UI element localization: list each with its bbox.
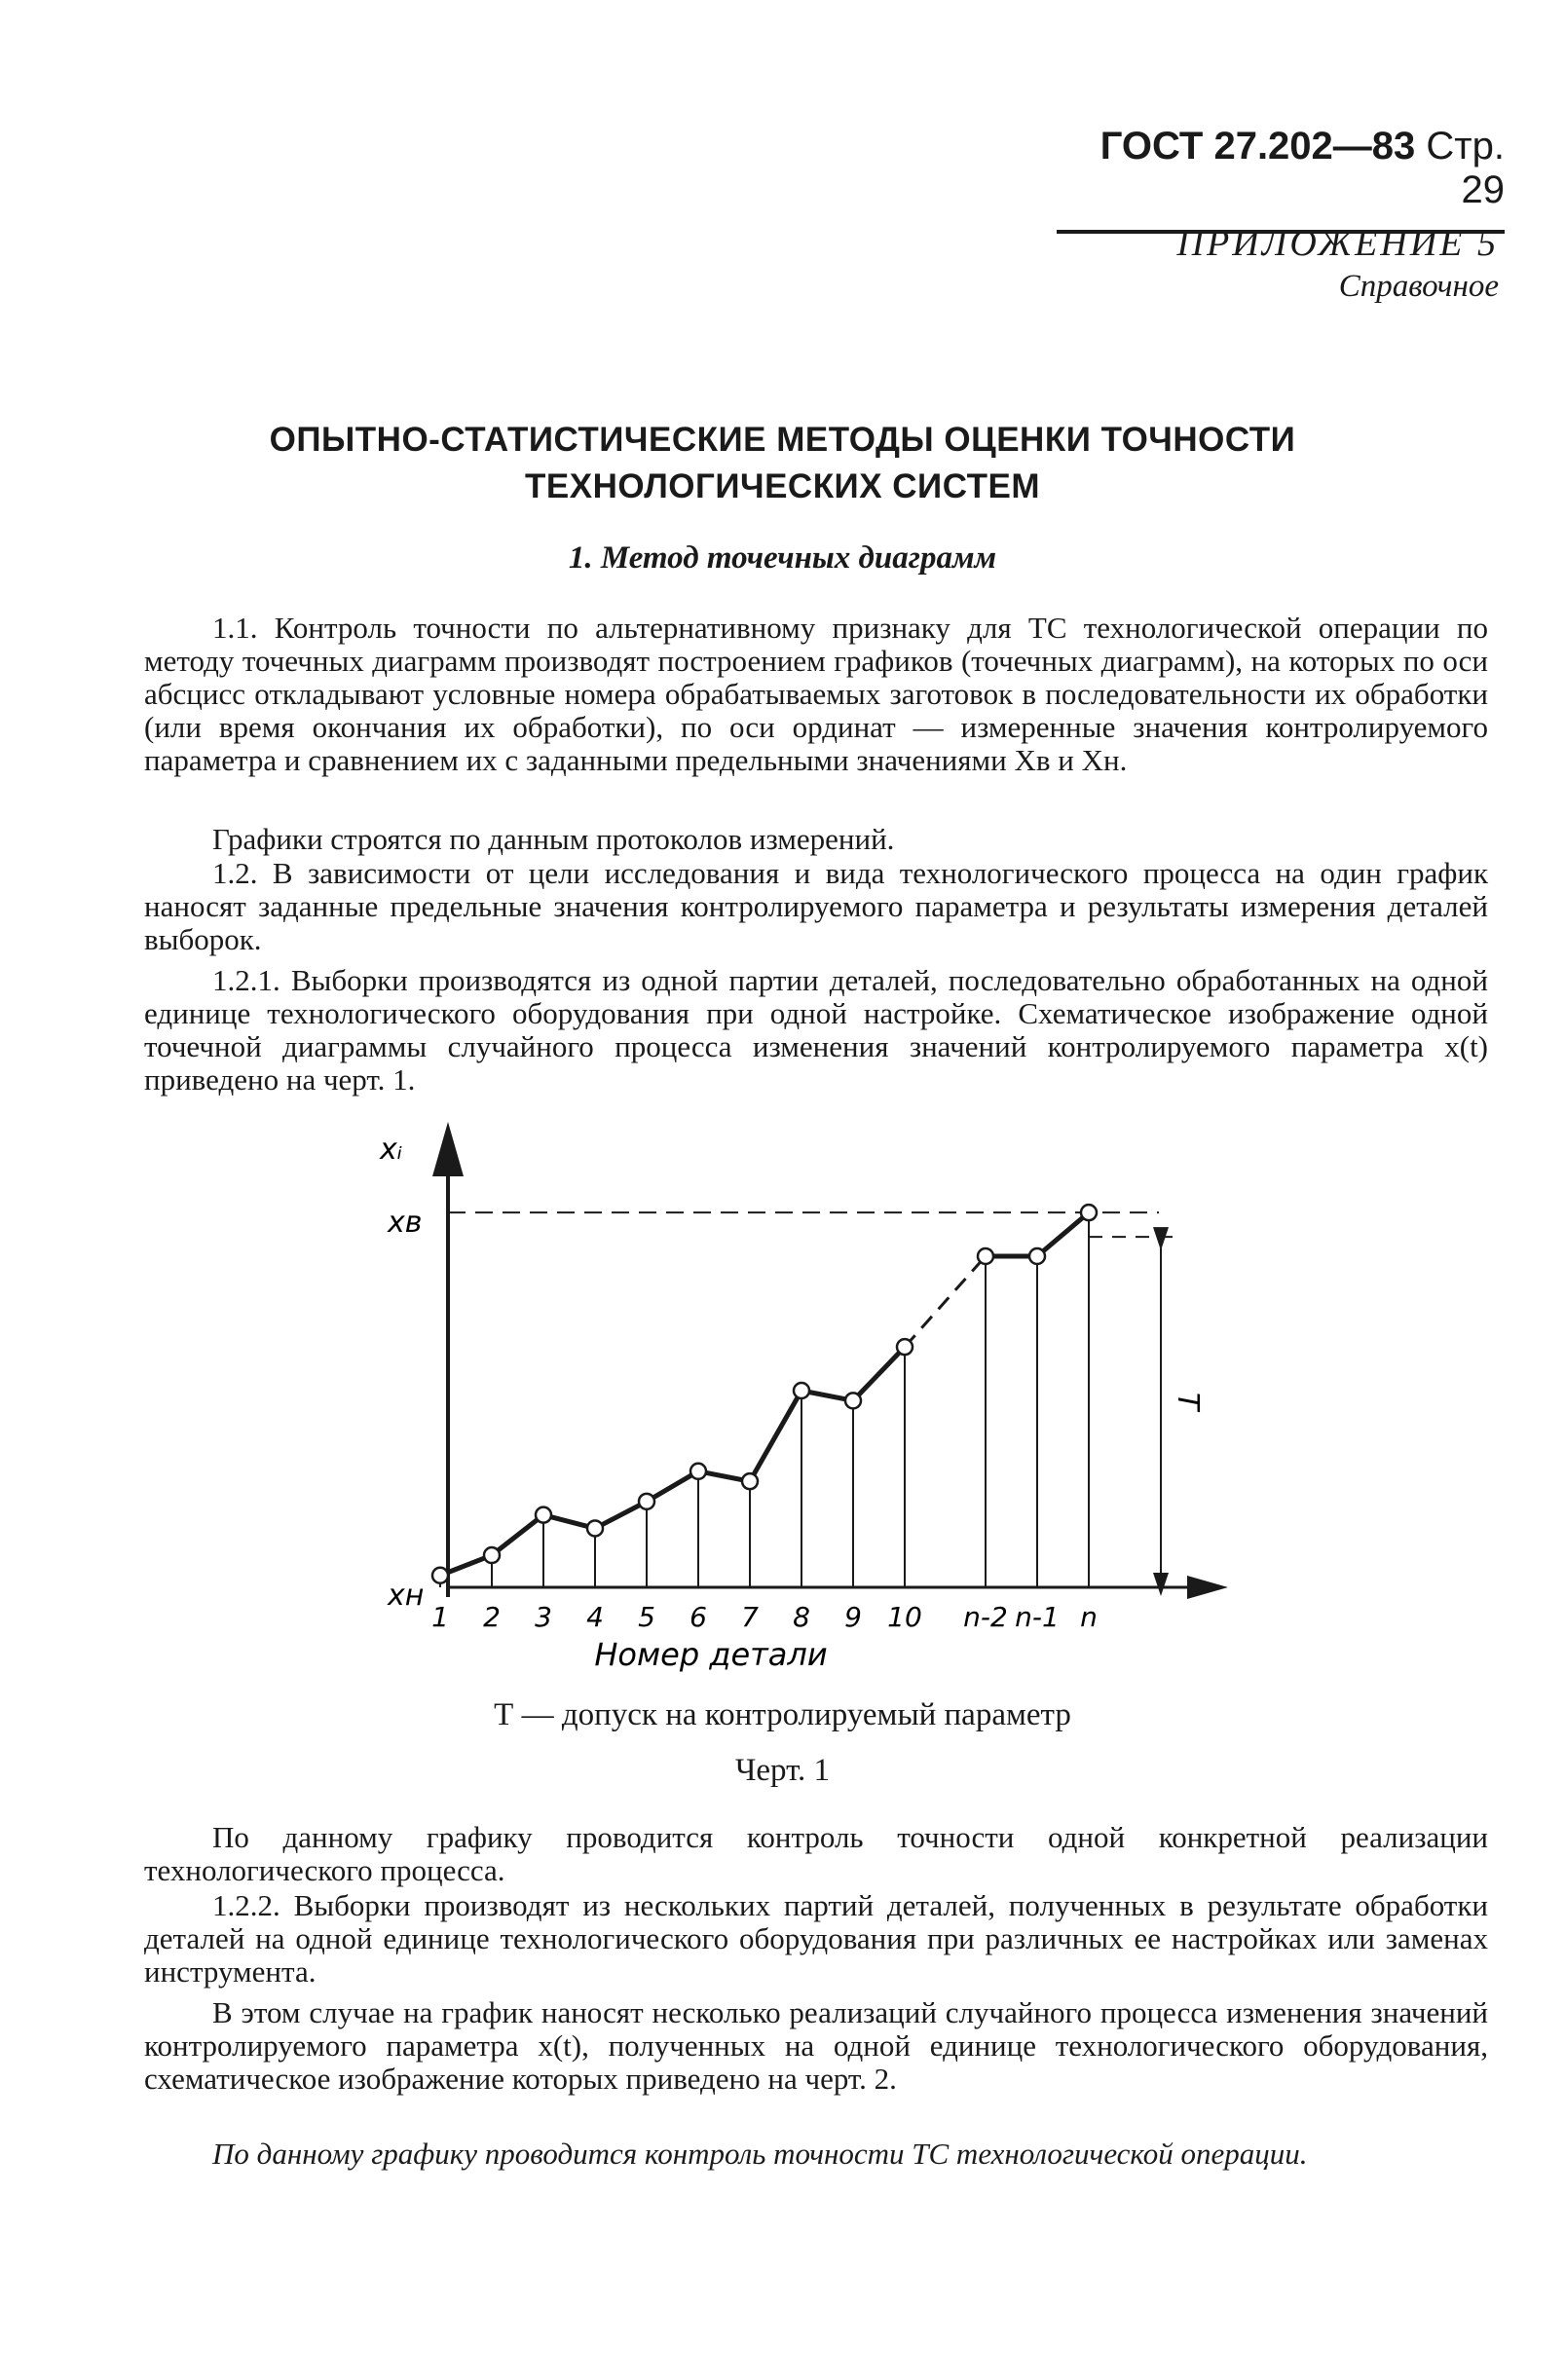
section-heading: 1. Метод точечных диаграмм	[568, 540, 997, 576]
data-point	[639, 1494, 654, 1509]
paragraph-several-realizations: В этом случае на график наносят несколько реализаций случайного процесса изменения значений контролируемого параметра x(t), полученных на одной единице технологического оборудования, схематическое изображение которых приведено на черт. 2.	[144, 1995, 1488, 2096]
title-line-2: ТЕХНОЛОГИЧЕСКИХ СИСТЕМ	[525, 467, 1040, 505]
x-axis-label: Номер детали	[594, 1636, 828, 1673]
x-tick-label: 10	[887, 1601, 922, 1633]
tolerance-label: Т	[1171, 1393, 1205, 1411]
title-line-1: ОПЫТНО-СТАТИСТИЧЕСКИЕ МЕТОДЫ ОЦЕНКИ ТОЧНОСТИ	[269, 421, 1296, 459]
series-segment	[440, 1347, 905, 1576]
x-tick-label: 3	[535, 1601, 552, 1633]
x-tick-label: 8	[793, 1601, 810, 1633]
x-tick-label: 4	[586, 1601, 604, 1633]
x-tick-label: n-1	[1015, 1601, 1060, 1633]
data-point	[432, 1568, 448, 1583]
x-tick-label: 2	[483, 1601, 501, 1633]
x-tick-label: 9	[844, 1601, 862, 1633]
figure-caption: Т — допуск на контролируемый параметр	[494, 1697, 1071, 1732]
data-point	[1081, 1205, 1097, 1220]
data-point	[587, 1520, 603, 1536]
paragraph-1-2-2: 1.2.2. Выборки производят из нескольких партий деталей, полученных в результате обработки деталей на одной единице технологического оборудования при различных ее настройках или заменах инструмента.	[144, 1888, 1488, 1989]
x-tick-label: 1	[431, 1601, 449, 1633]
x-tick-label: n	[1080, 1601, 1098, 1633]
upper-limit-label: xв	[388, 1206, 423, 1241]
data-point	[794, 1383, 809, 1398]
paragraph-1-2: 1.2. В зависимости от цели исследования и вида технологического процесса на один график наносят заданные предельные значения контролируемого параметра и результаты измерения деталей выборок.	[144, 856, 1488, 956]
data-point	[484, 1547, 500, 1563]
series-gap-dashed	[905, 1256, 986, 1347]
data-point	[1029, 1248, 1045, 1264]
paragraph-1-2-1: 1.2.1. Выборки производятся из одной партии деталей, последовательно обработанных на одной единице технологического оборудования при одной настройке. Схематическое изображение одной точечной диаграммы случайного процесса изменения значений контролируемого параметра x(t) приведено на черт. 1.	[144, 963, 1488, 1097]
x-tick-label: 5	[638, 1601, 655, 1633]
page-number: Стр. 29	[1426, 125, 1505, 211]
page-header	[1057, 125, 1505, 234]
data-point	[845, 1393, 861, 1408]
paragraph-1-1: 1.1. Контроль точности по альтернативному признаку для ТС технологической операции по методу точечных диаграмм производят построением графиков (точечных диаграмм), на которых по оси абсцисс откладывают условные номера обрабатываемых заготовок в последовательности их обработки (или время окончания их обработки), по оси ординат — измеренные значения контролируемого параметра и сравнением их с заданными предельными значениями Xв и Xн.	[144, 611, 1488, 777]
dot-diagram-figure	[370, 1130, 1247, 1673]
figure-number: Черт. 1	[734, 1753, 831, 1788]
data-point	[536, 1507, 551, 1523]
dot-diagram-chart	[370, 1130, 1247, 1673]
paragraph-conclusion-1: По данному графику проводится контроль точности одной конкретной реализации технологического процесса.	[144, 1820, 1488, 1887]
x-tick-label: n-2	[963, 1601, 1008, 1633]
data-point	[897, 1339, 913, 1355]
chart-guides	[448, 1212, 1178, 1584]
data-point	[978, 1248, 993, 1264]
data-point	[742, 1473, 758, 1489]
chart-drop-lines	[440, 1212, 1089, 1587]
y-axis-label: xᵢ	[380, 1133, 403, 1167]
x-tick-label: 7	[741, 1601, 759, 1633]
x-tick-label: 6	[689, 1601, 707, 1633]
paragraph-conclusion-2: По данному графику проводится контроль точности ТС технологической операции.	[212, 2137, 1308, 2171]
appendix-kind: Справочное	[1338, 269, 1499, 304]
document-title	[0, 417, 1565, 510]
appendix-label	[1177, 222, 1499, 305]
paragraph-graphs: Графики строятся по данным протоколов измерений.	[212, 822, 895, 856]
lower-limit-label: xн	[388, 1578, 425, 1613]
data-point	[690, 1464, 706, 1479]
doc-number: ГОСТ 27.202—83	[1099, 125, 1416, 167]
appendix-title: ПРИЛОЖЕНИЕ 5	[1176, 223, 1499, 264]
